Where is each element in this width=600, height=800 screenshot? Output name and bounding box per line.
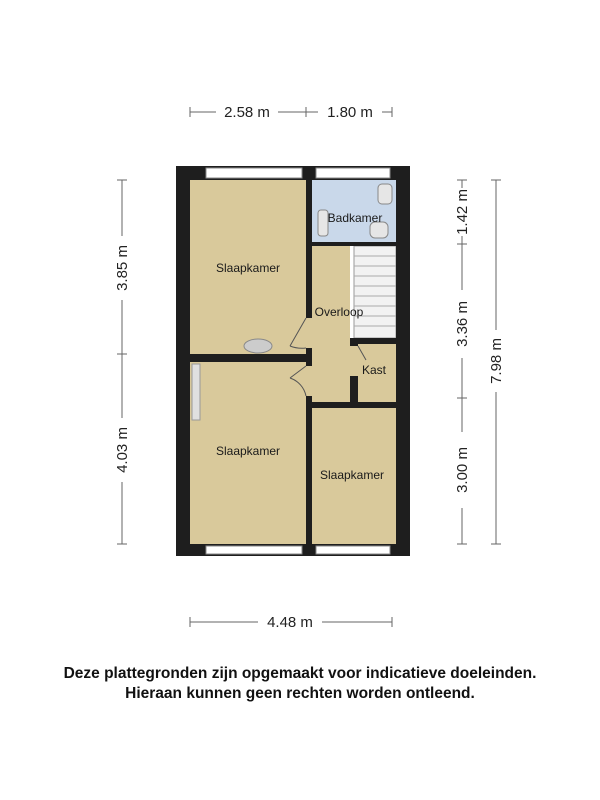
dim-right-lower: 3.00 m [454, 447, 471, 493]
landing-floor [312, 246, 350, 404]
dim-top-right: 1.80 m [327, 104, 373, 121]
disclaimer-line-1: Deze plattegronden zijn opgemaakt voor indicatieve doeleinden. [63, 665, 537, 682]
room-label-slaapkamer-bottom-left: Slaapkamer [215, 444, 281, 458]
dim-left-upper: 3.85 m [114, 245, 131, 291]
dim-left-lower: 4.03 m [114, 427, 131, 473]
disclaimer-line-2: Hieraan kunnen geen rechten worden ontleend. [125, 685, 475, 702]
stairs [354, 246, 396, 338]
dim-right-middle: 3.36 m [454, 301, 471, 347]
dim-top-left: 2.58 m [224, 104, 270, 121]
dim-right-total: 7.98 m [488, 338, 505, 384]
room-label-slaapkamer-bottom-right: Slaapkamer [319, 468, 385, 482]
room-label-badkamer: Badkamer [327, 211, 383, 225]
wardrobe-fixture [192, 364, 200, 420]
bedroom-fixture [244, 339, 272, 353]
dim-right-upper: 1.42 m [454, 189, 471, 235]
dim-bottom: 4.48 m [267, 614, 313, 631]
room-label-overloop: Overloop [314, 305, 364, 319]
room-label-slaapkamer-top: Slaapkamer [215, 261, 281, 275]
room-label-kast: Kast [361, 363, 387, 377]
